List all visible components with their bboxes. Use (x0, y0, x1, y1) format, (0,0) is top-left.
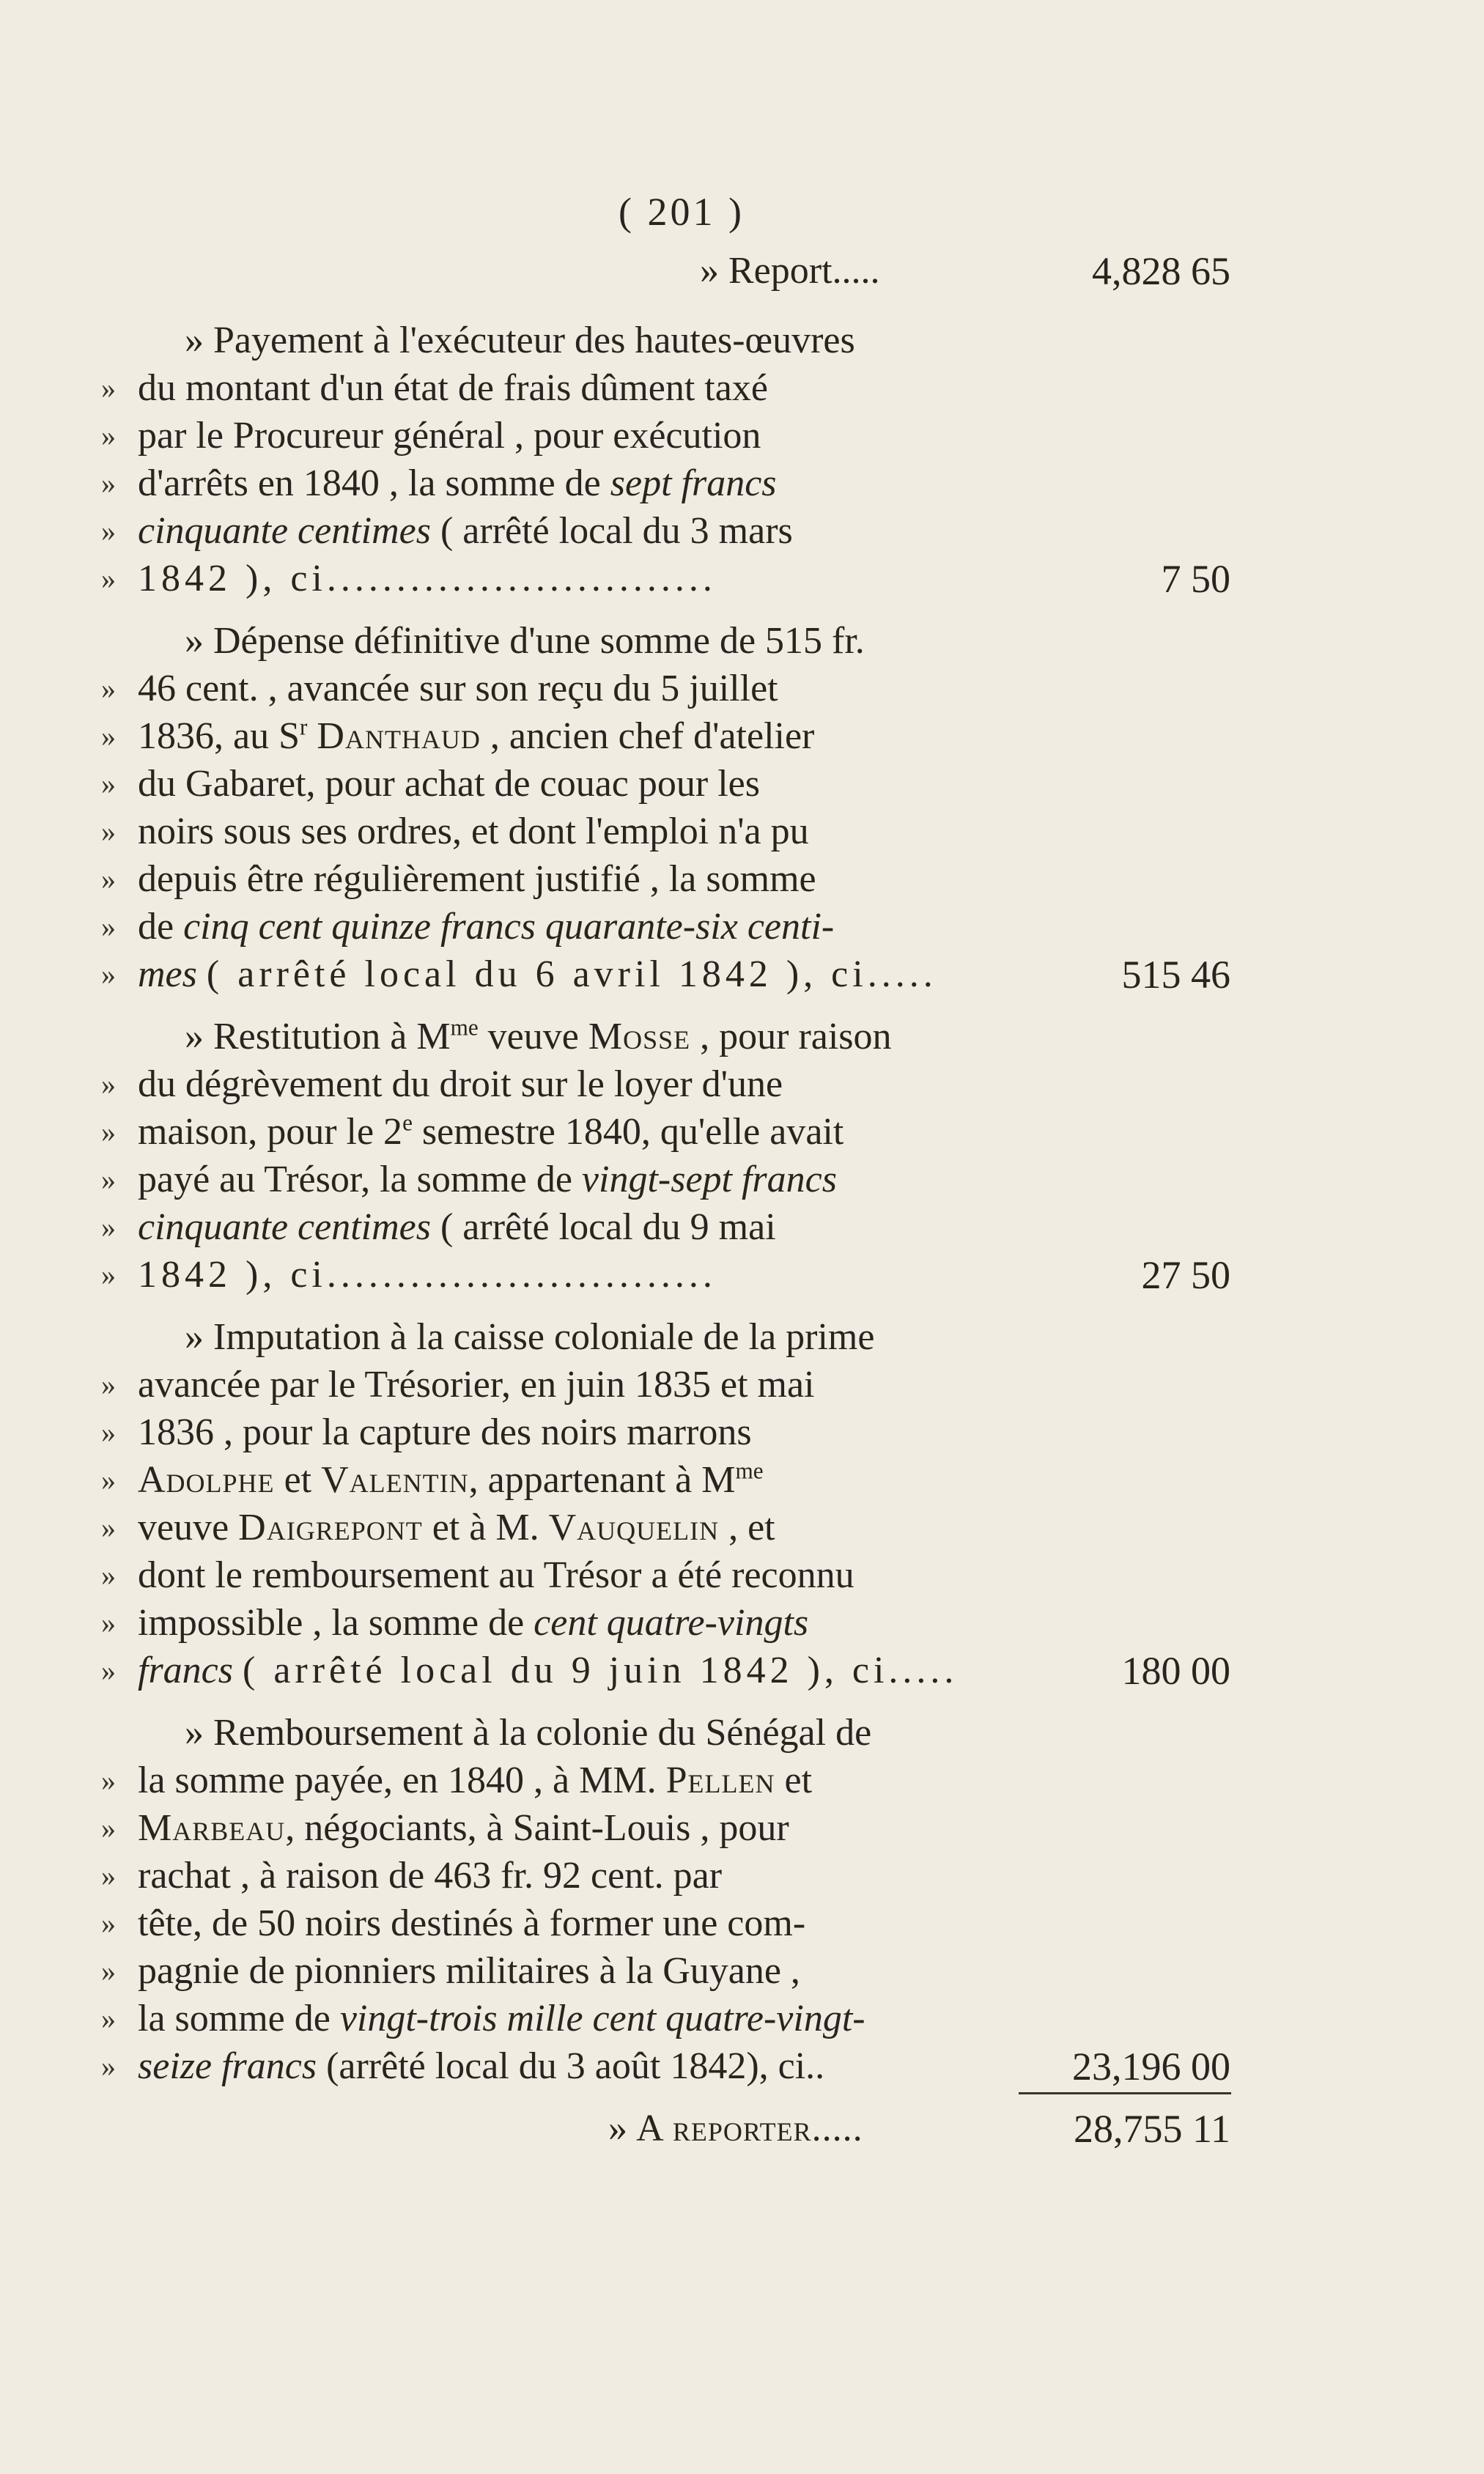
guillemet-mark: » (101, 1764, 116, 1797)
entry-amount: 27 50 (1141, 1253, 1230, 1297)
entry-line: » impossible , la somme de cent quatre-vingts (0, 1598, 1484, 1649)
guillemet-mark: » (101, 1606, 116, 1639)
entry-line: » du montant d'un état de frais dûment taxé (0, 363, 1484, 414)
entry-amount: 180 00 (1121, 1649, 1230, 1693)
guillemet-mark: » (101, 1812, 116, 1845)
entry-line: » rachat , à raison de 463 fr. 92 cent. par (0, 1850, 1484, 1902)
guillemet-mark: » (101, 562, 116, 595)
entry-line: » noirs sous ses ordres, et dont l'emploi n'a pu (0, 806, 1484, 857)
guillemet-mark: » (101, 1416, 116, 1449)
guillemet-mark: » (101, 815, 116, 848)
guillemet-mark: » (101, 767, 116, 800)
guillemet-mark: » (101, 1511, 116, 1544)
guillemet-mark: » (101, 863, 116, 896)
guillemet-mark: » (101, 1068, 116, 1101)
guillemet-mark: » (101, 514, 116, 547)
guillemet-mark: » (101, 467, 116, 500)
entry-line: » veuve Daigrepont et à M. Vauquelin , et (0, 1502, 1484, 1554)
entry-line: » cinquante centimes ( arrêté local du 9 mai (0, 1202, 1484, 1253)
guillemet-mark: » (101, 672, 116, 705)
guillemet-mark: » (101, 958, 116, 991)
guillemet-mark: » (101, 2002, 116, 2035)
guillemet-mark: » (101, 1954, 116, 1987)
entry-line: » par le Procureur général , pour exécution (0, 410, 1484, 462)
entry-line: » d'arrêts en 1840 , la somme de sept francs (0, 458, 1484, 509)
guillemet-mark: » (101, 1258, 116, 1291)
entry-line: » pagnie de pionniers militaires à la Guyane , (0, 1946, 1484, 1997)
entry-line: » Adolphe et Valentin, appartenant à $M^{me}$ (0, 1455, 1484, 1506)
person-name: Pellen (665, 1760, 775, 1801)
person-name: Valentin (321, 1459, 469, 1501)
entry-line: » cinquante centimes ( arrêté local du 3 mars (0, 506, 1484, 557)
entry-line: » dont le remboursement au Trésor a été reconnu (0, 1550, 1484, 1601)
person-name: Daigrepont (238, 1507, 423, 1548)
entry-line: » la somme payée, en 1840 , à MM. Pellen et (0, 1755, 1484, 1806)
person-name: Marbeau (138, 1807, 286, 1849)
entry-line: » Imputation à la caisse coloniale de la prime (185, 1316, 875, 1358)
guillemet-mark: » (101, 1559, 116, 1592)
carry-forward-label: » A reporter..... (608, 2108, 863, 2149)
carry-forward-line (0, 2103, 1484, 2154)
guillemet-mark: » (101, 1368, 116, 1401)
report-label: » Report..... (700, 250, 880, 292)
guillemet-mark: » (101, 1211, 116, 1244)
guillemet-mark: » (101, 1463, 116, 1496)
entry-line: » Payement à l'exécuteur des hautes-œuvres (185, 320, 855, 361)
entry-line: » seize francs (arrêté local du 3 août 1842), ci.. 23,196 00 (0, 2041, 1484, 2092)
carry-forward-amount: 28,755 11 (1074, 2107, 1230, 2151)
guillemet-mark: » (101, 419, 116, 452)
entry-line: » 1836, au $S^r$ Danthaud , ancien chef d'atelier (0, 711, 1484, 762)
report-line (0, 245, 1484, 297)
guillemet-mark: » (101, 372, 116, 405)
entry-line: » de cinq cent quinze francs quarante-six centi- (0, 901, 1484, 953)
entry-line: » 1842 ), ci............................ 7 50 (0, 553, 1484, 605)
person-name: Danthaud (317, 715, 481, 757)
entry-line: » payé au Trésor, la somme de vingt-sept francs (0, 1154, 1484, 1205)
person-name: Adolphe (138, 1459, 275, 1501)
entry-line: » francs ( arrêté local du 9 juin 1842 ), ci..... 180 00 (0, 1645, 1484, 1696)
entry-line: » Restitution à $M^{me}$ veuve Mosse , pour raison (185, 1014, 892, 1057)
page-number: ( 201 ) (619, 190, 745, 234)
entry-line: » Remboursement à la colonie du Sénégal de (185, 1712, 872, 1754)
entry-line: » 46 cent. , avancée sur son reçu du 5 juillet (0, 663, 1484, 714)
guillemet-mark: » (101, 1907, 116, 1940)
entry-line: » du dégrèvement du droit sur le loyer d'une (0, 1059, 1484, 1110)
entry-line: » la somme de vingt-trois mille cent quatre-vingt- (0, 1993, 1484, 2045)
entry-amount: 7 50 (1161, 557, 1230, 601)
guillemet-mark: » (101, 1115, 116, 1148)
report-amount: 4,828 65 (1092, 249, 1230, 293)
guillemet-mark: » (101, 2050, 116, 2083)
guillemet-mark: » (101, 1654, 116, 1687)
guillemet-mark: » (101, 910, 116, 943)
entry-line: » avancée par le Trésorier, en juin 1835 et mai (0, 1359, 1484, 1411)
entry-line: » Marbeau, négociants, à Saint-Louis , pour (0, 1803, 1484, 1854)
entry-line: » 1842 ), ci............................ 27 50 (0, 1249, 1484, 1301)
guillemet-mark: » (101, 720, 116, 753)
entry-line: » tête, de 50 noirs destinés à former une com- (0, 1898, 1484, 1949)
entry-line: » du Gabaret, pour achat de couac pour les (0, 758, 1484, 810)
entry-line: » maison, pour le 2e semestre 1840, qu'elle avait (0, 1107, 1484, 1158)
entry-amount: 23,196 00 (1072, 2045, 1230, 2089)
guillemet-mark: » (101, 1163, 116, 1196)
entry-line: » depuis être régulièrement justifié , la somme (0, 854, 1484, 905)
person-name: Mosse (588, 1016, 691, 1057)
guillemet-mark: » (101, 1859, 116, 1892)
total-rule (1019, 2092, 1231, 2094)
entry-line: » 1836 , pour la capture des noirs marrons (0, 1407, 1484, 1458)
entry-amount: 515 46 (1121, 953, 1230, 997)
entry-line: » mes ( arrêté local du 6 avril 1842 ), ci..... 515 46 (0, 949, 1484, 1000)
person-name: Vauquelin (548, 1507, 720, 1548)
entry-line: » Dépense définitive d'une somme de 515 fr. (185, 620, 865, 662)
